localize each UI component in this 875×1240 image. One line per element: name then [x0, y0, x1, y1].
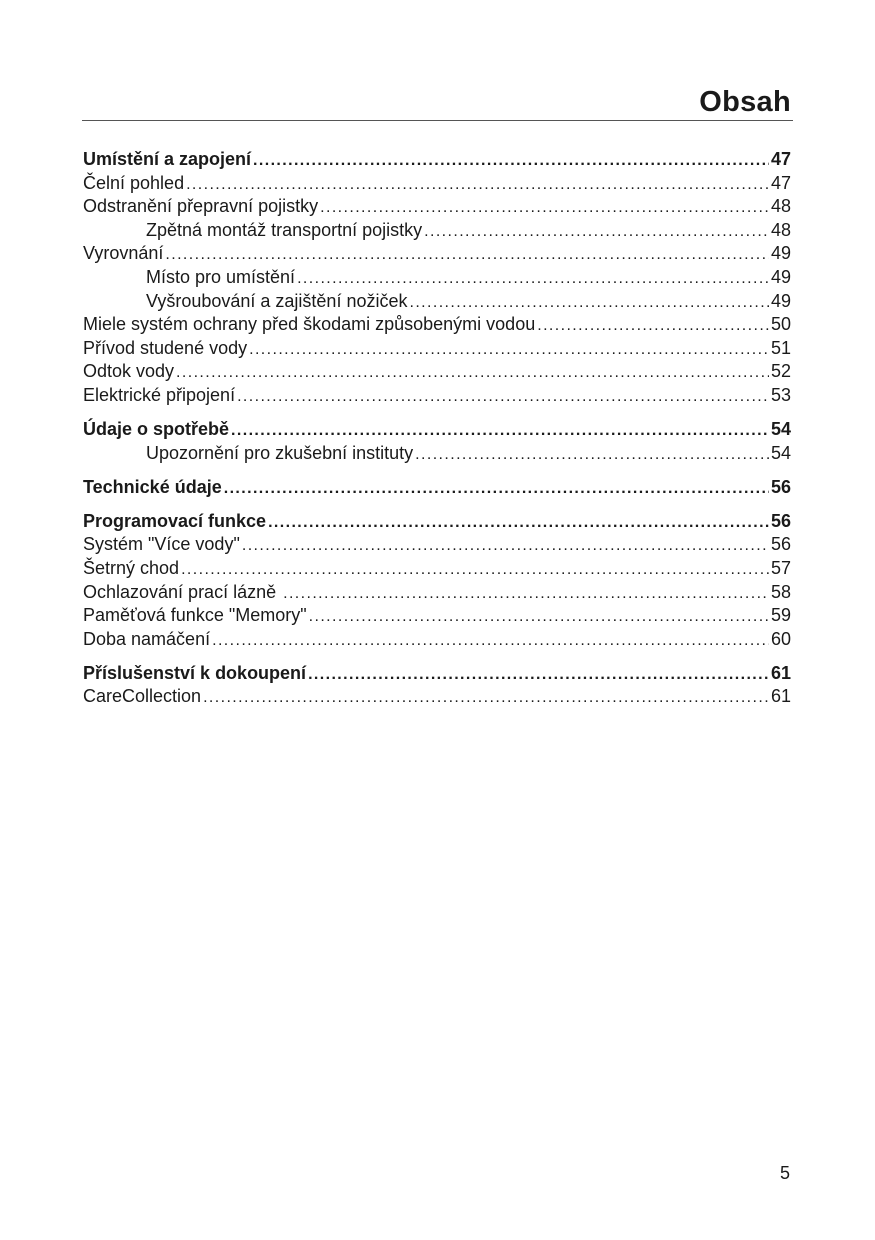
toc-entry[interactable]	[83, 557, 791, 581]
toc-entry[interactable]	[83, 604, 791, 628]
toc-entry-page: 61	[770, 686, 791, 707]
toc-dot-leader	[186, 173, 769, 197]
toc-entry-title: Příslušenství k dokoupení	[83, 662, 307, 683]
toc-entry-title: Systém "Více vody"	[83, 534, 240, 555]
toc-entry-page: 49	[770, 243, 791, 264]
toc-entry-page: 48	[770, 219, 791, 240]
toc-entry-page: 49	[770, 290, 791, 311]
toc-entry-title: Miele systém ochrany před škodami způsobenými vodou	[83, 314, 536, 335]
toc-dot-leader	[176, 361, 769, 385]
toc-entry[interactable]	[83, 360, 791, 384]
toc-entry[interactable]	[83, 662, 791, 686]
toc-entry-title: Šetrný chod	[83, 558, 180, 578]
toc-dot-leader	[283, 582, 769, 606]
toc-entry-title: CareCollection	[83, 686, 202, 707]
toc-entry-title: Odtok vody	[83, 361, 175, 382]
toc-entry-title: Údaje o spotřebě	[83, 419, 230, 440]
toc-entry-page: 61	[770, 662, 791, 683]
toc-entry[interactable]	[83, 442, 791, 466]
toc-entry-title: Zpětná montáž transportní pojistky	[146, 219, 423, 240]
toc-entry-page: 48	[770, 196, 791, 217]
toc-dot-leader	[415, 443, 769, 467]
toc-dot-leader	[249, 338, 769, 362]
toc-dot-leader	[308, 663, 769, 687]
toc-dot-leader	[253, 149, 769, 173]
toc-dot-leader	[237, 385, 769, 409]
toc-entry-title: Umístění a zapojení	[83, 149, 252, 169]
toc-entry-title: Čelní pohled	[83, 172, 185, 193]
toc-dot-leader	[268, 511, 769, 535]
toc-entry-title: Vyrovnání	[83, 243, 164, 264]
toc-entry-page: 57	[770, 558, 791, 578]
toc-entry[interactable]	[83, 384, 791, 408]
toc-entry-title: Přívod studené vody	[83, 337, 248, 358]
toc-dot-leader	[537, 314, 769, 338]
toc-entry[interactable]	[83, 219, 791, 243]
toc-entry[interactable]	[83, 510, 791, 534]
toc-entry[interactable]	[83, 266, 791, 290]
toc-entry-page: 54	[770, 419, 791, 440]
toc-dot-leader	[224, 477, 769, 501]
toc-entry[interactable]	[83, 628, 791, 652]
toc-entry[interactable]	[83, 685, 791, 709]
toc-dot-leader	[309, 605, 769, 629]
toc-dot-leader	[203, 686, 769, 710]
page-title: Obsah	[699, 86, 791, 118]
toc-entry[interactable]	[83, 242, 791, 266]
toc-entry[interactable]	[83, 476, 791, 500]
toc-entry-page: 56	[770, 534, 791, 555]
toc-entry[interactable]	[83, 313, 791, 337]
toc-entry-page: 49	[770, 266, 791, 287]
toc-dot-leader	[181, 558, 769, 582]
toc-dot-leader	[212, 629, 769, 653]
toc-entry-page: 50	[770, 314, 791, 335]
toc-entry[interactable]	[83, 195, 791, 219]
title-divider	[82, 120, 793, 121]
toc-dot-leader	[320, 196, 769, 220]
toc-dot-leader	[231, 419, 769, 443]
toc-entry-page: 56	[770, 510, 791, 531]
toc-dot-leader	[424, 220, 769, 244]
toc-entry-page: 59	[770, 605, 791, 626]
page-number: 5	[779, 1163, 790, 1183]
toc-entry[interactable]	[83, 337, 791, 361]
toc-entry-page: 52	[770, 361, 791, 382]
toc-entry[interactable]	[83, 148, 791, 172]
toc-dot-leader	[409, 291, 768, 315]
toc-entry-page: 54	[770, 442, 791, 463]
toc-entry-page: 47	[770, 149, 791, 169]
toc-entry-page: 60	[770, 628, 791, 649]
toc-dot-leader	[165, 243, 769, 267]
toc-entry[interactable]	[83, 290, 791, 314]
toc-entry-title: Elektrické připojení	[83, 384, 236, 405]
toc-entry-page: 56	[770, 476, 791, 497]
toc-entry-title: Doba namáčení	[83, 628, 211, 649]
table-of-contents	[83, 148, 791, 709]
toc-entry-title: Upozornění pro zkušební instituty	[146, 442, 414, 463]
toc-dot-leader	[297, 267, 769, 291]
toc-entry-title: Paměťová funkce "Memory"	[83, 605, 307, 626]
toc-dot-leader	[242, 534, 769, 558]
toc-entry-title: Místo pro umístění	[146, 266, 296, 287]
toc-entry-page: 53	[770, 384, 791, 405]
toc-entry-title: Ochlazování prací lázně	[83, 581, 282, 602]
toc-entry-title: Vyšroubování a zajištění nožiček	[146, 290, 408, 311]
toc-entry-title: Odstranění přepravní pojistky	[83, 196, 319, 217]
toc-entry[interactable]	[83, 172, 791, 196]
toc-entry-title: Programovací funkce	[83, 510, 267, 531]
toc-entry[interactable]	[83, 581, 791, 605]
toc-entry[interactable]	[83, 533, 791, 557]
toc-entry-page: 47	[770, 172, 791, 193]
toc-entry-page: 51	[770, 337, 791, 358]
toc-entry-title: Technické údaje	[83, 476, 222, 497]
toc-entry-page: 58	[770, 581, 791, 602]
toc-entry[interactable]	[83, 418, 791, 442]
